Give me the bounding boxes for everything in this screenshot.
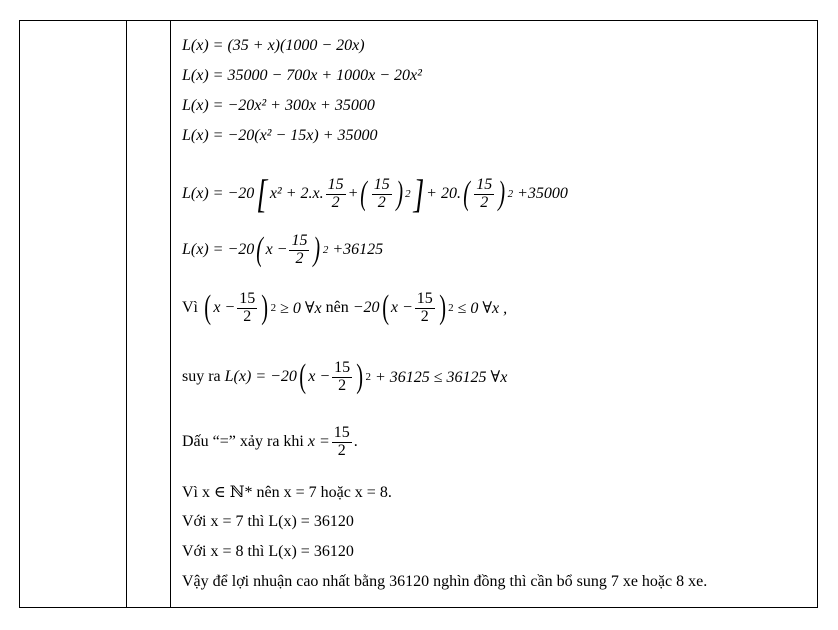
reasoning-line-11: Với x = 7 thì L(x) = 36120 [182, 513, 354, 530]
fraction: $\frac{15}{2}$ [239, 289, 256, 325]
reasoning-line-9: Dấu “=” xảy ra khi x = $\frac{15}{2}$ . [182, 423, 358, 459]
column-divider-2 [170, 21, 171, 607]
fraction: $\frac{15}{2}$ [476, 175, 493, 211]
fraction: $\frac{15}{2}$ [334, 358, 351, 394]
equation-line-1: L(x) = (35 + x)(1000 − 20x) [182, 37, 365, 54]
reasoning-line-8: suy ra L(x) = −20 ( x − $\frac{15}{2}$ ) 2 + 36125 ≤ 36125 ∀x [182, 358, 508, 395]
column-divider-1 [126, 21, 127, 607]
reasoning-line-10: Vì x ∈ ℕ* nên x = 7 hoặc x = 8. [182, 484, 392, 501]
conclusion-line: Vậy để lợi nhuận cao nhất bằng 36120 nghìn đồng thì cần bổ sung 7 xe hoặc 8 xe. [182, 573, 708, 590]
fraction: $\frac{15}{2}$ [291, 231, 308, 267]
fraction: $\frac{15}{2}$ [416, 289, 433, 325]
reasoning-line-12: Với x = 8 thì L(x) = 36120 [182, 543, 354, 560]
equation-line-5: L(x) = −20 [ x² + 2.x. $\frac{15}{2}$ + ( $\frac{15}{2}$ ) 2 ] + 20. ( $\frac{15}{2}$ ) 2 + 35000 [182, 171, 568, 216]
equation-line-3: L(x) = −20x² + 300x + 35000 [182, 97, 375, 114]
equation-line-6: L(x) = −20 ( x − $\frac{15}{2}$ ) 2 + 36125 [182, 231, 384, 268]
solution-content [176, 21, 817, 607]
fraction: $\frac{15}{2}$ [333, 423, 350, 459]
equation-line-4: L(x) = −20(x² − 15x) + 35000 [182, 127, 378, 144]
equation-line-2: L(x) = 35000 − 700x + 1000x − 20x² [182, 67, 422, 84]
reasoning-line-7: Vì ( x − $\frac{15}{2}$ ) 2 ≥ 0 ∀x nên −20 ( x − $\frac{15}{2}$ ) 2 ≤ 0 ∀x , [182, 289, 508, 326]
fraction: $\frac{15}{2}$ [327, 175, 344, 211]
fraction: $\frac{15}{2}$ [373, 175, 390, 211]
solution-table [19, 20, 818, 608]
